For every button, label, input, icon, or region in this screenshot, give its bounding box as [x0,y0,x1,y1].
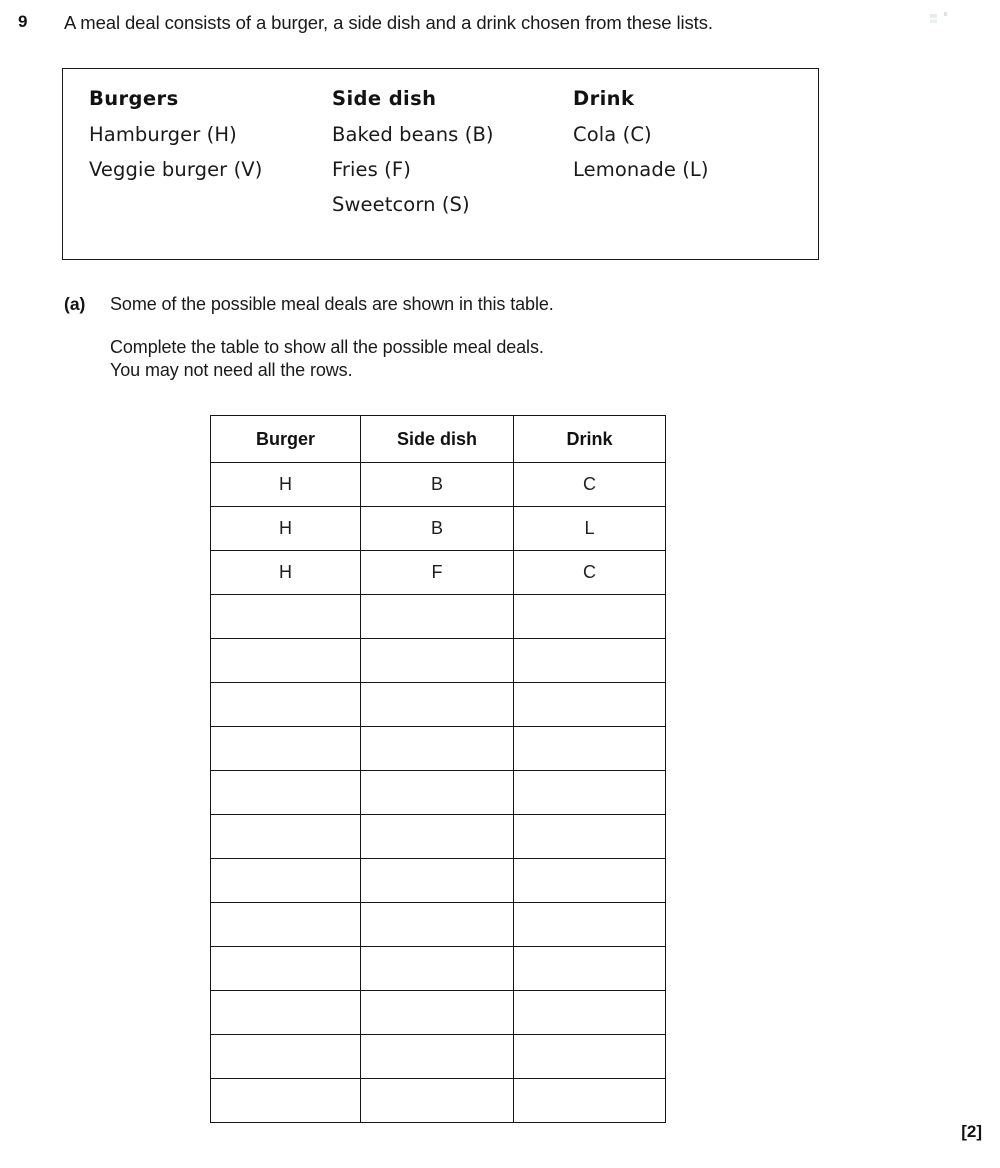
cell-drink[interactable]: L [514,507,666,551]
column-header-burger: Burger [211,416,361,463]
options-column-heading: Drink [573,87,635,110]
cell-side-dish[interactable] [361,859,514,903]
cell-drink[interactable] [514,595,666,639]
cell-drink[interactable] [514,815,666,859]
options-column-burgers [89,87,262,193]
cell-side-dish[interactable] [361,947,514,991]
table-header-row [211,416,666,463]
table-row [211,727,666,771]
table-row [211,551,666,595]
cell-burger[interactable] [211,639,361,683]
cell-burger[interactable] [211,947,361,991]
column-header-drink: Drink [514,416,666,463]
cell-side-dish[interactable] [361,815,514,859]
scan-artifact-speck-secondary [944,12,947,16]
cell-drink[interactable] [514,683,666,727]
question-stem: A meal deal consists of a burger, a side dish and a drink chosen from these lists. [64,12,713,33]
cell-burger[interactable] [211,727,361,771]
cell-drink[interactable]: C [514,551,666,595]
option-item: Lemonade (L) [573,158,709,181]
cell-burger[interactable]: H [211,507,361,551]
option-item: Baked beans (B) [332,123,494,146]
table-row [211,947,666,991]
table-row [211,683,666,727]
scan-artifact-speck [930,14,937,23]
table-row [211,463,666,507]
cell-burger[interactable] [211,815,361,859]
table-row [211,507,666,551]
cell-drink[interactable] [514,771,666,815]
cell-burger[interactable] [211,991,361,1035]
cell-side-dish[interactable] [361,595,514,639]
option-item: Hamburger (H) [89,123,237,146]
cell-side-dish[interactable]: B [361,507,514,551]
option-item: Fries (F) [332,158,411,181]
cell-burger[interactable] [211,859,361,903]
question-number: 9 [18,12,28,31]
table-row [211,859,666,903]
cell-drink[interactable]: C [514,463,666,507]
cell-drink[interactable] [514,727,666,771]
options-column-drink [573,87,709,193]
table-row [211,771,666,815]
cell-burger[interactable] [211,903,361,947]
cell-drink[interactable] [514,903,666,947]
part-a-line-2: Complete the table to show all the possible meal deals. [110,337,544,357]
options-column-heading: Burgers [89,87,179,110]
meal-options-box [62,68,819,260]
cell-drink[interactable] [514,639,666,683]
options-column-heading: Side dish [332,87,437,110]
cell-burger[interactable] [211,1035,361,1079]
cell-side-dish[interactable] [361,771,514,815]
option-item: Veggie burger (V) [89,158,263,181]
cell-side-dish[interactable]: B [361,463,514,507]
table-row [211,1079,666,1123]
options-column-side-dish [332,87,494,228]
table-row [211,903,666,947]
table-row [211,991,666,1035]
cell-drink[interactable] [514,947,666,991]
marks-indicator: [2] [961,1122,982,1141]
cell-burger[interactable]: H [211,551,361,595]
cell-side-dish[interactable]: F [361,551,514,595]
part-a-line-1: Some of the possible meal deals are shown in this table. [110,294,554,314]
table-row [211,595,666,639]
column-header-side-dish: Side dish [361,416,514,463]
table-row [211,639,666,683]
cell-side-dish[interactable] [361,991,514,1035]
table-row [211,815,666,859]
part-a-label: (a) [64,294,86,314]
option-item: Cola (C) [573,123,652,146]
cell-side-dish[interactable] [361,1079,514,1123]
cell-side-dish[interactable] [361,903,514,947]
cell-burger[interactable] [211,595,361,639]
meal-deals-answer-table [210,415,666,1123]
cell-burger[interactable] [211,683,361,727]
cell-drink[interactable] [514,991,666,1035]
option-item: Sweetcorn (S) [332,193,470,216]
cell-burger[interactable]: H [211,463,361,507]
cell-side-dish[interactable] [361,727,514,771]
cell-side-dish[interactable] [361,1035,514,1079]
cell-drink[interactable] [514,1079,666,1123]
cell-side-dish[interactable] [361,683,514,727]
cell-drink[interactable] [514,859,666,903]
part-a-line-3: You may not need all the rows. [110,360,353,380]
cell-burger[interactable] [211,1079,361,1123]
cell-drink[interactable] [514,1035,666,1079]
table-row [211,1035,666,1079]
cell-side-dish[interactable] [361,639,514,683]
table-body [211,463,666,1123]
cell-burger[interactable] [211,771,361,815]
